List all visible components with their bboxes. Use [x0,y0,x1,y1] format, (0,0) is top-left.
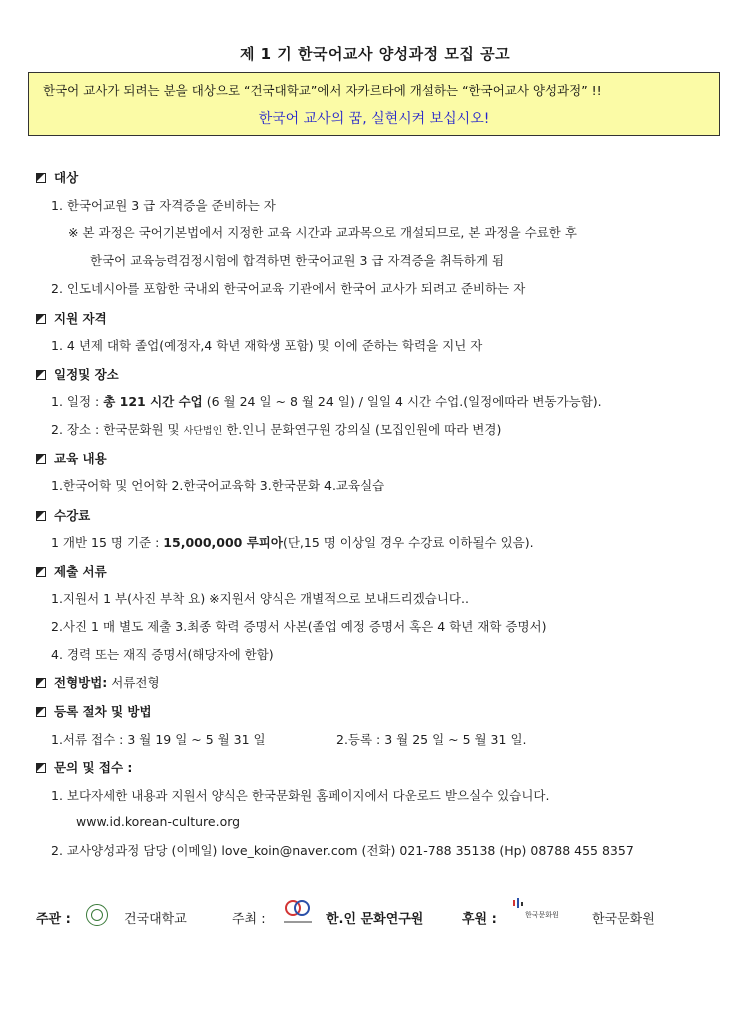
target-item-2: 2. 인도네시아를 포함한 국내외 한국어교육 기관에서 한국어 교사가 되려고 준비하는 자 [51,281,526,296]
curriculum-item-1: 1.한국어학 및 언어학 2.한국어교육학 3.한국문화 4.교육실습 [51,478,385,493]
qualification-item-1: 1. 4 년제 대학 졸업(예정자,4 학년 재학생 포함) 및 이에 준하는 학력을 지닌 자 [51,338,483,353]
section-registration-heading: 등록 절차 및 방법 [36,702,152,720]
section-qualification-heading: 지원 자격 [36,309,107,327]
contact-email[interactable]: love_koin@naver.com [221,843,358,858]
checkbox-bullet-icon [36,567,46,577]
registration-item-2: 2.등록 : 3 월 25 일 ~ 5 월 31 일. [336,732,527,747]
target-item-1: 1. 한국어교원 3 급 자격증을 준비하는 자 [51,198,276,213]
tuition-item-1: 1 개반 15 명 기준 : 15,000,000 루피아(단,15 명 이상일 경우 수강료 이하될수 있음). [51,535,534,550]
banner-line-2: 한국어 교사의 꿈, 실현시켜 보십시오! [258,111,490,127]
documents-item-2: 2.사진 1 매 별도 제출 3.최종 학력 증명서 사본(졸업 예정 증명서 혹은 4 학년 재학 증명서) [51,619,547,634]
documents-item-3: 4. 경력 또는 재직 증명서(해당자에 한함) [51,647,274,662]
checkbox-bullet-icon [36,314,46,324]
contact-item-1: 1. 보다자세한 내용과 지원서 양식은 한국문화원 홈페이지에서 다운로드 받으실수 있습니다. [51,788,550,803]
organizer-name: 건국대학교 [124,912,187,927]
section-target-heading: 대상 [36,168,78,186]
sponsor-label: 후원 : [462,912,497,927]
checkbox-bullet-icon [36,173,46,183]
section-contact-heading: 문의 및 접수 : [36,758,132,776]
schedule-item-2: 2. 장소 : 한국문화원 및 사단법인 한.인니 문화연구원 강의실 (모집인원에 따라 변경) [51,422,502,437]
page-title: 제 1 기 한국어교사 양성과정 모집 공고 [239,45,511,63]
checkbox-bullet-icon [36,678,46,688]
section-tuition-heading: 수강료 [36,506,90,524]
sponsor-name: 한국문화원 [592,912,655,927]
banner-line-1: 한국어 교사가 되려는 분을 대상으로 “건국대학교”에서 자카르타에 개설하는 “한국어교사 양성과정” !! [43,83,602,98]
section-documents-heading: 제출 서류 [36,562,107,580]
korea-indonesia-institute-logo-icon [280,897,316,927]
target-note-2: 한국어 교육능력검정시험에 합격하면 한국어교원 3 급 자격증을 취득하게 됨 [90,253,505,268]
section-selection-heading: 전형방법: 서류전형 [36,673,160,691]
registration-item-1: 1.서류 접수 : 3 월 19 일 ~ 5 월 31 일 [51,732,266,747]
announcement-banner [28,72,720,136]
checkbox-bullet-icon [36,707,46,717]
checkbox-bullet-icon [36,763,46,773]
checkbox-bullet-icon [36,511,46,521]
target-note-1: ※ 본 과정은 국어기본법에서 지정한 교육 시간과 교과목으로 개설되므로, 본 과정을 수료한 후 [68,225,577,240]
checkbox-bullet-icon [36,454,46,464]
contact-url[interactable]: www.id.korean-culture.org [76,814,241,829]
contact-item-2: 2. 교사양성과정 담당 (이메일) love_koin@naver.com (전화) 021-788 35138 (Hp) 08788 455 8357 [51,843,634,858]
korean-cultural-center-logo-icon [512,898,524,916]
sponsor-logo-text: 한국문화원 [525,911,559,919]
organizer-label: 주관 : [36,912,71,927]
section-schedule-heading: 일정및 장소 [36,365,119,383]
selection-value: 서류전형 [107,675,160,690]
schedule-item-1: 1. 일정 : 총 121 시간 수업 (6 월 24 일 ~ 8 월 24 일) / 일일 4 시간 수업.(일정에따라 변동가능함). [51,394,602,409]
host-name: 한.인 문화연구원 [326,912,424,927]
section-curriculum-heading: 교육 내용 [36,449,107,467]
documents-item-1: 1.지원서 1 부(사진 부착 요) ※지원서 양식은 개별적으로 보내드리겠습니다.. [51,591,469,606]
checkbox-bullet-icon [36,370,46,380]
konkuk-university-seal-icon [86,904,108,926]
host-label: 주최 : [232,912,266,927]
